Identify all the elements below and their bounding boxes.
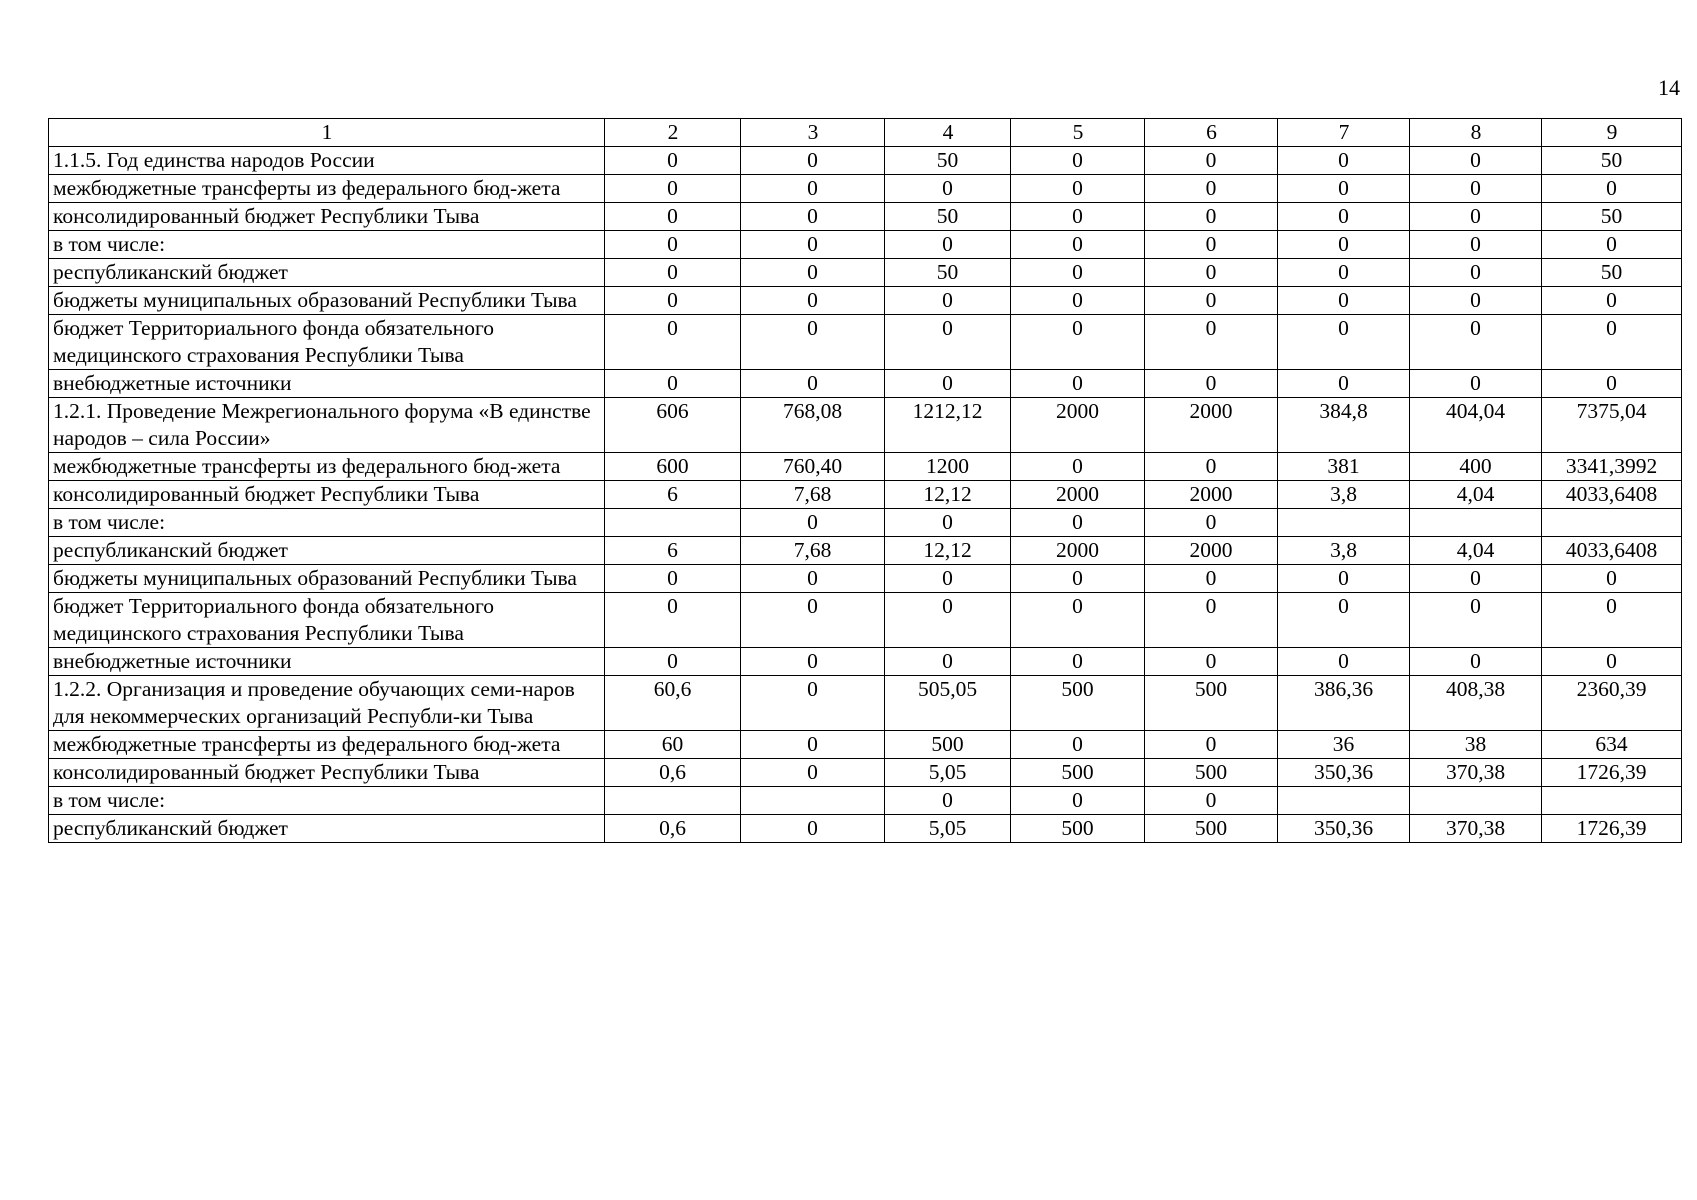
value-cell: 50 bbox=[885, 259, 1011, 287]
value-cell: 3,8 bbox=[1278, 537, 1410, 565]
value-cell: 0 bbox=[741, 759, 885, 787]
value-cell bbox=[741, 787, 885, 815]
value-cell: 0 bbox=[1410, 287, 1542, 315]
value-cell: 0 bbox=[1278, 203, 1410, 231]
table-header-row bbox=[49, 119, 1682, 147]
value-cell: 0 bbox=[1011, 648, 1145, 676]
value-cell: 0 bbox=[741, 731, 885, 759]
value-cell: 0 bbox=[1410, 565, 1542, 593]
value-cell: 0 bbox=[605, 287, 741, 315]
table-row bbox=[49, 731, 1682, 759]
table-row bbox=[49, 815, 1682, 843]
value-cell: 2000 bbox=[1145, 481, 1278, 509]
value-cell: 0 bbox=[605, 259, 741, 287]
value-cell: 0 bbox=[885, 175, 1011, 203]
value-cell: 3341,3992 bbox=[1542, 453, 1682, 481]
value-cell: 0 bbox=[605, 203, 741, 231]
table-row bbox=[49, 481, 1682, 509]
value-cell: 350,36 bbox=[1278, 815, 1410, 843]
value-cell: 600 bbox=[605, 453, 741, 481]
value-cell: 0 bbox=[1410, 175, 1542, 203]
value-cell: 0 bbox=[1145, 287, 1278, 315]
value-cell: 500 bbox=[1145, 815, 1278, 843]
value-cell: 0 bbox=[885, 593, 1011, 648]
value-cell: 0 bbox=[1145, 648, 1278, 676]
value-cell: 50 bbox=[885, 203, 1011, 231]
value-cell: 0 bbox=[1410, 231, 1542, 259]
page-number: 14 bbox=[1658, 75, 1680, 100]
table-row bbox=[49, 398, 1682, 453]
column-header: 9 bbox=[1542, 119, 1682, 147]
value-cell: 0 bbox=[1542, 175, 1682, 203]
value-cell: 0 bbox=[1145, 175, 1278, 203]
value-cell: 0 bbox=[1542, 315, 1682, 370]
table-row bbox=[49, 509, 1682, 537]
value-cell: 4033,6408 bbox=[1542, 537, 1682, 565]
row-label: межбюджетные трансферты из федерального бюд-жета bbox=[49, 175, 605, 203]
value-cell: 0 bbox=[741, 648, 885, 676]
table-body bbox=[49, 147, 1682, 843]
value-cell: 0,6 bbox=[605, 759, 741, 787]
value-cell: 60,6 bbox=[605, 676, 741, 731]
value-cell: 0 bbox=[605, 593, 741, 648]
value-cell: 0 bbox=[1011, 453, 1145, 481]
value-cell: 1212,12 bbox=[885, 398, 1011, 453]
value-cell: 50 bbox=[885, 147, 1011, 175]
value-cell: 0 bbox=[1011, 565, 1145, 593]
value-cell: 0 bbox=[885, 370, 1011, 398]
value-cell: 0 bbox=[741, 593, 885, 648]
value-cell: 0 bbox=[741, 203, 885, 231]
value-cell: 0 bbox=[1410, 203, 1542, 231]
value-cell: 2360,39 bbox=[1542, 676, 1682, 731]
value-cell: 0 bbox=[1278, 593, 1410, 648]
value-cell: 0 bbox=[1410, 593, 1542, 648]
value-cell: 0 bbox=[1145, 147, 1278, 175]
row-label: 1.2.2. Организация и проведение обучающих семи-наров для некоммерческих организаций Республи-ки Тыва bbox=[49, 676, 605, 731]
value-cell: 0 bbox=[1145, 453, 1278, 481]
value-cell bbox=[1278, 509, 1410, 537]
value-cell: 0 bbox=[1011, 370, 1145, 398]
value-cell: 408,38 bbox=[1410, 676, 1542, 731]
table-row bbox=[49, 175, 1682, 203]
row-label: бюджет Территориального фонда обязательного медицинского страхования Республики Тыва bbox=[49, 593, 605, 648]
row-label: межбюджетные трансферты из федерального бюд-жета bbox=[49, 731, 605, 759]
value-cell: 0 bbox=[1542, 565, 1682, 593]
value-cell: 0 bbox=[1145, 787, 1278, 815]
value-cell: 1726,39 bbox=[1542, 815, 1682, 843]
row-label: бюджет Территориального фонда обязательного медицинского страхования Республики Тыва bbox=[49, 315, 605, 370]
table-row bbox=[49, 231, 1682, 259]
value-cell: 7,68 bbox=[741, 481, 885, 509]
table-row bbox=[49, 593, 1682, 648]
value-cell: 2000 bbox=[1011, 398, 1145, 453]
value-cell: 2000 bbox=[1011, 481, 1145, 509]
value-cell: 7,68 bbox=[741, 537, 885, 565]
value-cell bbox=[605, 787, 741, 815]
value-cell: 0 bbox=[885, 648, 1011, 676]
value-cell: 0 bbox=[1145, 565, 1278, 593]
value-cell: 0 bbox=[1542, 593, 1682, 648]
table-row bbox=[49, 648, 1682, 676]
value-cell: 0 bbox=[1278, 231, 1410, 259]
value-cell: 0 bbox=[885, 787, 1011, 815]
value-cell: 0 bbox=[605, 175, 741, 203]
table-row bbox=[49, 676, 1682, 731]
value-cell: 0 bbox=[741, 315, 885, 370]
value-cell: 0 bbox=[605, 565, 741, 593]
table-row bbox=[49, 787, 1682, 815]
row-label: республиканский бюджет bbox=[49, 259, 605, 287]
value-cell: 0 bbox=[1278, 175, 1410, 203]
value-cell: 0 bbox=[741, 370, 885, 398]
row-label: в том числе: bbox=[49, 509, 605, 537]
row-label: 1.2.1. Проведение Межрегионального форума «В единстве народов – сила России» bbox=[49, 398, 605, 453]
table-row bbox=[49, 147, 1682, 175]
value-cell: 381 bbox=[1278, 453, 1410, 481]
value-cell: 500 bbox=[1011, 759, 1145, 787]
value-cell: 1200 bbox=[885, 453, 1011, 481]
value-cell: 634 bbox=[1542, 731, 1682, 759]
column-header: 5 bbox=[1011, 119, 1145, 147]
value-cell: 0 bbox=[1410, 315, 1542, 370]
value-cell: 0 bbox=[1278, 565, 1410, 593]
column-header: 7 bbox=[1278, 119, 1410, 147]
value-cell: 0 bbox=[1542, 231, 1682, 259]
value-cell: 0 bbox=[741, 175, 885, 203]
value-cell: 4,04 bbox=[1410, 537, 1542, 565]
value-cell: 0 bbox=[741, 815, 885, 843]
row-label: консолидированный бюджет Республики Тыва bbox=[49, 759, 605, 787]
value-cell: 0 bbox=[1145, 231, 1278, 259]
value-cell: 370,38 bbox=[1410, 815, 1542, 843]
value-cell: 0 bbox=[1011, 509, 1145, 537]
row-label: бюджеты муниципальных образований Республики Тыва bbox=[49, 287, 605, 315]
table-row bbox=[49, 287, 1682, 315]
value-cell: 386,36 bbox=[1278, 676, 1410, 731]
value-cell: 0 bbox=[1145, 315, 1278, 370]
value-cell: 0 bbox=[1011, 259, 1145, 287]
value-cell: 4,04 bbox=[1410, 481, 1542, 509]
value-cell: 0 bbox=[741, 259, 885, 287]
value-cell: 505,05 bbox=[885, 676, 1011, 731]
value-cell: 404,04 bbox=[1410, 398, 1542, 453]
value-cell: 370,38 bbox=[1410, 759, 1542, 787]
value-cell: 38 bbox=[1410, 731, 1542, 759]
value-cell: 0 bbox=[1011, 593, 1145, 648]
column-header: 3 bbox=[741, 119, 885, 147]
value-cell: 0 bbox=[1011, 731, 1145, 759]
value-cell: 0 bbox=[1410, 259, 1542, 287]
value-cell: 500 bbox=[1011, 815, 1145, 843]
value-cell: 606 bbox=[605, 398, 741, 453]
value-cell bbox=[1542, 509, 1682, 537]
value-cell: 768,08 bbox=[741, 398, 885, 453]
value-cell: 350,36 bbox=[1278, 759, 1410, 787]
row-label: республиканский бюджет bbox=[49, 815, 605, 843]
value-cell: 0 bbox=[1278, 370, 1410, 398]
column-header: 1 bbox=[49, 119, 605, 147]
row-label: консолидированный бюджет Республики Тыва bbox=[49, 481, 605, 509]
value-cell: 0 bbox=[885, 231, 1011, 259]
value-cell: 0 bbox=[1542, 287, 1682, 315]
value-cell bbox=[1410, 509, 1542, 537]
value-cell: 2000 bbox=[1145, 398, 1278, 453]
value-cell: 0 bbox=[1145, 509, 1278, 537]
value-cell: 0 bbox=[885, 509, 1011, 537]
row-label: республиканский бюджет bbox=[49, 537, 605, 565]
value-cell: 12,12 bbox=[885, 537, 1011, 565]
value-cell: 0 bbox=[1145, 593, 1278, 648]
value-cell: 12,12 bbox=[885, 481, 1011, 509]
value-cell: 0 bbox=[741, 676, 885, 731]
value-cell: 0 bbox=[1145, 203, 1278, 231]
value-cell: 760,40 bbox=[741, 453, 885, 481]
value-cell: 0 bbox=[741, 231, 885, 259]
value-cell: 0 bbox=[1011, 203, 1145, 231]
value-cell: 0 bbox=[1278, 147, 1410, 175]
row-label: межбюджетные трансферты из федерального бюд-жета bbox=[49, 453, 605, 481]
value-cell bbox=[605, 509, 741, 537]
value-cell: 0 bbox=[1278, 648, 1410, 676]
value-cell: 0 bbox=[1278, 287, 1410, 315]
value-cell: 0 bbox=[885, 287, 1011, 315]
value-cell: 0 bbox=[741, 147, 885, 175]
value-cell: 50 bbox=[1542, 203, 1682, 231]
value-cell: 2000 bbox=[1145, 537, 1278, 565]
value-cell: 0 bbox=[1145, 259, 1278, 287]
value-cell: 0 bbox=[1011, 175, 1145, 203]
row-label: 1.1.5. Год единства народов России bbox=[49, 147, 605, 175]
value-cell: 0 bbox=[1410, 147, 1542, 175]
value-cell: 0 bbox=[885, 315, 1011, 370]
value-cell: 2000 bbox=[1011, 537, 1145, 565]
value-cell: 1726,39 bbox=[1542, 759, 1682, 787]
value-cell: 3,8 bbox=[1278, 481, 1410, 509]
value-cell: 6 bbox=[605, 481, 741, 509]
table-row bbox=[49, 203, 1682, 231]
value-cell: 36 bbox=[1278, 731, 1410, 759]
value-cell: 4033,6408 bbox=[1542, 481, 1682, 509]
table-row bbox=[49, 453, 1682, 481]
value-cell: 60 bbox=[605, 731, 741, 759]
column-header: 8 bbox=[1410, 119, 1542, 147]
table-row bbox=[49, 565, 1682, 593]
value-cell: 50 bbox=[1542, 147, 1682, 175]
value-cell: 384,8 bbox=[1278, 398, 1410, 453]
value-cell: 400 bbox=[1410, 453, 1542, 481]
value-cell: 0 bbox=[1410, 648, 1542, 676]
value-cell: 0 bbox=[1011, 287, 1145, 315]
value-cell: 7375,04 bbox=[1542, 398, 1682, 453]
value-cell: 500 bbox=[1145, 759, 1278, 787]
table-row bbox=[49, 537, 1682, 565]
value-cell: 0 bbox=[885, 565, 1011, 593]
value-cell: 0 bbox=[605, 648, 741, 676]
value-cell: 0 bbox=[741, 287, 885, 315]
value-cell: 0 bbox=[1145, 731, 1278, 759]
value-cell: 0 bbox=[1410, 370, 1542, 398]
row-label: внебюджетные источники bbox=[49, 370, 605, 398]
table-row bbox=[49, 315, 1682, 370]
value-cell: 0 bbox=[605, 370, 741, 398]
column-header: 6 bbox=[1145, 119, 1278, 147]
value-cell: 0 bbox=[1278, 315, 1410, 370]
value-cell: 0 bbox=[1542, 370, 1682, 398]
value-cell: 0 bbox=[605, 315, 741, 370]
budget-table bbox=[48, 118, 1682, 843]
value-cell: 0 bbox=[1278, 259, 1410, 287]
column-header: 4 bbox=[885, 119, 1011, 147]
row-label: в том числе: bbox=[49, 231, 605, 259]
value-cell: 500 bbox=[1145, 676, 1278, 731]
column-header: 2 bbox=[605, 119, 741, 147]
row-label: консолидированный бюджет Республики Тыва bbox=[49, 203, 605, 231]
value-cell: 0 bbox=[1542, 648, 1682, 676]
value-cell: 0 bbox=[741, 509, 885, 537]
value-cell: 0 bbox=[1011, 147, 1145, 175]
row-label: бюджеты муниципальных образований Республики Тыва bbox=[49, 565, 605, 593]
value-cell: 0 bbox=[1011, 315, 1145, 370]
value-cell: 500 bbox=[1011, 676, 1145, 731]
value-cell: 0 bbox=[605, 147, 741, 175]
row-label: в том числе: bbox=[49, 787, 605, 815]
value-cell: 0,6 bbox=[605, 815, 741, 843]
value-cell: 6 bbox=[605, 537, 741, 565]
table-row bbox=[49, 370, 1682, 398]
value-cell: 50 bbox=[1542, 259, 1682, 287]
table-row bbox=[49, 259, 1682, 287]
value-cell bbox=[1278, 787, 1410, 815]
row-label: внебюджетные источники bbox=[49, 648, 605, 676]
value-cell: 0 bbox=[605, 231, 741, 259]
value-cell: 0 bbox=[1011, 231, 1145, 259]
value-cell bbox=[1542, 787, 1682, 815]
value-cell: 5,05 bbox=[885, 815, 1011, 843]
value-cell: 500 bbox=[885, 731, 1011, 759]
value-cell: 5,05 bbox=[885, 759, 1011, 787]
value-cell: 0 bbox=[1011, 787, 1145, 815]
value-cell bbox=[1410, 787, 1542, 815]
value-cell: 0 bbox=[1145, 370, 1278, 398]
table-row bbox=[49, 759, 1682, 787]
value-cell: 0 bbox=[741, 565, 885, 593]
